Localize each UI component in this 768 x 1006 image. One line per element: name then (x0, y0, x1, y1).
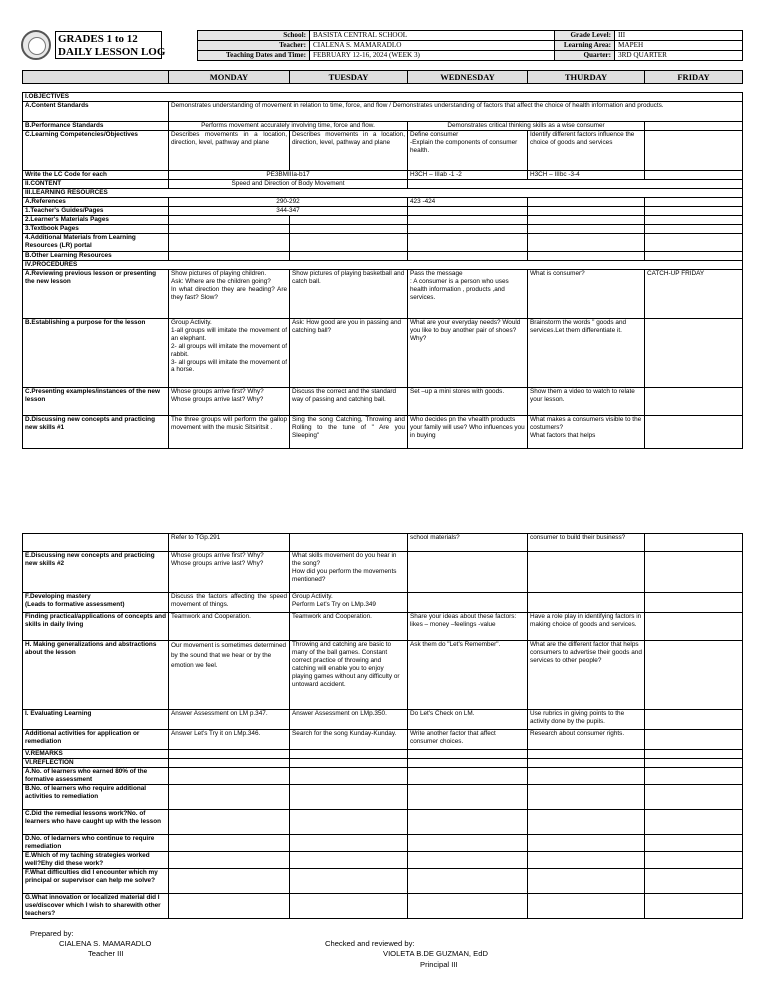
purpose-tue: Ask: How good are you in passing and catching ball? (290, 319, 408, 388)
empty-cell (169, 785, 290, 810)
performance-2: Demonstrates critical thinking skills as a wise consumer (408, 122, 645, 131)
empty-cell (645, 710, 743, 730)
teacher-title: Teacher III (88, 949, 124, 958)
lc-label: Write the LC Code for each (23, 171, 169, 180)
mastery-tue: Group Activity. Perform Let's Try on LMp.349 (290, 593, 408, 613)
empty-cell (408, 216, 528, 225)
review-mon: Show pictures of playing children. Ask: Where are the children going? In what direction they are heading? Are they fast? Slow? (169, 270, 290, 319)
tg-montue: 344-347 (169, 207, 408, 216)
empty-cell (528, 768, 645, 785)
lc-montue: PE3BMIIIa-b17 (169, 171, 408, 180)
other-label: B.Other Learning Resources (23, 252, 169, 261)
empty-cell (645, 613, 743, 641)
content-standards-label: A.Content Standards (23, 102, 169, 122)
empty-cell (528, 198, 645, 207)
empty-cell (290, 785, 408, 810)
review-tue: Show pictures of playing basketball and catch ball. (290, 270, 408, 319)
empty-cell (169, 216, 290, 225)
empty-cell (290, 768, 408, 785)
school-label: School: (198, 31, 310, 41)
purpose-label: B.Establishing a purpose for the lesson (23, 319, 169, 388)
comp-tue: Describes movements in a location, direction, level, pathway and plane (290, 131, 408, 171)
general-wed: Ask them do "Let's Remember". (408, 641, 528, 710)
tb-label: 3.Textbook Pages (23, 225, 169, 234)
reflection-g: G.What innovation or localized material did I use/discover which I wish to sharewith other teachers? (23, 894, 169, 919)
logo-title (58, 33, 165, 59)
empty-cell (528, 225, 645, 234)
review-label: A.Reviewing previous lesson or presenting the new lesson (23, 270, 169, 319)
principal-title: Principal III (420, 960, 458, 969)
day-tuesday: TUESDAY (290, 71, 408, 84)
resources-heading: III.LEARNING RESOURCES (23, 189, 743, 198)
eval-mon: Answer Assessment on LM p.347. (169, 710, 290, 730)
mastery-mon: Discuss the factors affecting the speed movement of things. (169, 593, 290, 613)
empty-cell (528, 810, 645, 835)
purpose-mon: Group Activity. 1-all groups will imitate the movement of an elephant. 2- all groups will imitate the movement of rabbit. 3- all groups will imitate the movement of a horse. (169, 319, 290, 388)
empty-cell (169, 225, 290, 234)
empty-cell (290, 835, 408, 852)
eval-label: I. Evaluating Learning (23, 710, 169, 730)
school-value: BASISTA CENTRAL SCHOOL (310, 31, 555, 41)
area-label: Learning Area: (555, 41, 615, 51)
empty-cell (528, 593, 645, 613)
empty-cell (408, 810, 528, 835)
general-thu: What are the different factor that helps consumers to advertise their goods and services to other people? (528, 641, 645, 710)
examples-mon: Whose groups arrive first? Why? Whose groups arrive last? Why? (169, 388, 290, 416)
dates-label: Teaching Dates and Time: (198, 51, 310, 61)
empty-cell (290, 894, 408, 919)
empty-cell (408, 852, 528, 869)
empty-cell (408, 894, 528, 919)
empty-cell (408, 207, 528, 216)
ref-montue: 290-292 (169, 198, 408, 207)
eval-thu: Use rubrics in giving points to the activity done by the pupils. (528, 710, 645, 730)
empty-cell (645, 894, 743, 919)
objectives-heading: I.OBJECTIVES (23, 93, 743, 102)
empty-cell (645, 641, 743, 710)
empty-cell (408, 785, 528, 810)
examples-wed: Set –up a mini stores with goods. (408, 388, 528, 416)
empty-cell (645, 388, 743, 416)
content-standards: Demonstrates understanding of movement in relation to time, force, and flow / Demonstrates understanding of factors that affect the choice of health information and products. (169, 102, 743, 122)
review-fri: CATCH-UP FRIDAY (645, 270, 743, 319)
empty-cell (408, 759, 528, 768)
empty-cell (23, 534, 169, 552)
empty-cell (645, 225, 743, 234)
empty-cell (645, 252, 743, 261)
procedures-heading: IV.PROCEDURES (23, 261, 743, 270)
lr-label: 4.Additional Materials from Learning Resources (LR) portal (23, 234, 169, 252)
empty-cell (528, 869, 645, 894)
quarter-label: Quarter: (555, 51, 615, 61)
comp-wed: Define consumer -Explain the components of consumer health. (408, 131, 528, 171)
empty-cell (645, 593, 743, 613)
eval-tue: Answer Assessment on LMp.350. (290, 710, 408, 730)
empty-cell (408, 225, 528, 234)
general-mon: Our movement is sometimes determined by the sound that we hear or by the emotion we feel. (169, 641, 290, 710)
empty-cell (290, 852, 408, 869)
reflection-label: VI.REFLECTION (23, 759, 169, 768)
discuss2-label: E.Discussing new concepts and practicing new skills #2 (23, 552, 169, 593)
empty-cell (645, 216, 743, 225)
cont-wed: school materials? (408, 534, 528, 552)
teacher-name: CIALENA S. MAMARADLO (59, 939, 152, 948)
quarter-value: 3RD QUARTER (615, 51, 743, 61)
logo-line2: DAILY LESSON LOG (58, 46, 166, 58)
empty-cell (169, 852, 290, 869)
empty-cell (528, 750, 645, 759)
empty-cell (169, 750, 290, 759)
practical-label: Finding practical/applications of concepts and skills in daily living (23, 613, 169, 641)
discuss1-tue: Sing the song Catching, Throwing and Rolling to the tune of " Are you Sleeping" (290, 416, 408, 449)
ref-wed: 423 -424 (408, 198, 528, 207)
competencies-label: C.Learning Competencies/Objectives (23, 131, 169, 171)
empty-cell (645, 730, 743, 750)
content-value: Speed and Direction of Body Movement (169, 180, 408, 189)
eval-wed: Do Let's Check on LM. (408, 710, 528, 730)
empty-cell (408, 593, 528, 613)
empty-cell (408, 234, 528, 252)
empty-cell (528, 216, 645, 225)
empty-cell (528, 835, 645, 852)
empty-cell (645, 534, 743, 552)
practical-thu: Have a role play in identifying factors in making choice of goods and services. (528, 613, 645, 641)
empty-cell (408, 869, 528, 894)
reflection-a: A.No. of learners who earned 80% of the formative assessment (23, 768, 169, 785)
empty-cell (408, 835, 528, 852)
empty-cell (645, 869, 743, 894)
empty-cell (528, 852, 645, 869)
empty-cell (645, 750, 743, 759)
lc-thu: H3CH – IIIbc -3-4 (528, 171, 645, 180)
reflection-d: D.No. of ledarners who continue to require remediation (23, 835, 169, 852)
lesson-table-bottom (22, 533, 743, 919)
empty-cell (645, 319, 743, 388)
practical-mon: Teamwork and Cooperation. (169, 613, 290, 641)
checked-by-label: Checked and reviewed by: (325, 939, 415, 948)
day-friday: FRIDAY (645, 71, 743, 84)
teacher-value: CIALENA S. MAMARADLO (310, 41, 555, 51)
dates-value: FEBRUARY 12-16, 2024 (WEEK 3) (310, 51, 555, 61)
empty-cell (645, 552, 743, 593)
additional-tue: Search for the song Kunday-Kunday. (290, 730, 408, 750)
empty-cell (528, 894, 645, 919)
days-blank (23, 71, 169, 84)
grade-label: Grade Level: (555, 31, 615, 41)
empty-cell (169, 234, 290, 252)
review-wed: Pass the message : A consumer is a person who uses health information , products ,and services. (408, 270, 528, 319)
practical-wed: Share your ideas about these factors: likes – money –feelings -value (408, 613, 528, 641)
logo-line1: GRADES 1 to 12 (58, 33, 138, 45)
content-label: II.CONTENT (23, 180, 169, 189)
empty-cell (528, 252, 645, 261)
general-tue: Throwing and catching are basic to many of the ball games. Constant correct practice of throwing and catching will enable you to enjoy playing games without any difficulty or untoward accident. (290, 641, 408, 710)
empty-cell (290, 750, 408, 759)
empty-cell (645, 835, 743, 852)
empty-cell (169, 894, 290, 919)
day-wednesday: WEDNESDAY (408, 71, 528, 84)
review-thu: What is consumer? (528, 270, 645, 319)
discuss1-mon: The three groups will perform the gallop movement with the music Sitsiritsit . (169, 416, 290, 449)
additional-mon: Answer Let's Try it on LMp.346. (169, 730, 290, 750)
lc-wed: H3CH – IIIab -1 -2 (408, 171, 528, 180)
empty-cell (645, 852, 743, 869)
empty-cell (290, 252, 408, 261)
empty-cell (408, 750, 528, 759)
lesson-table-top (22, 92, 743, 449)
prepared-by-label: Prepared by: (30, 929, 74, 938)
comp-mon: Describes movements in a location, direction, level, pathway and plane (169, 131, 290, 171)
discuss1-thu: What makes a consumers visible to the costumers? What factors that helps (528, 416, 645, 449)
teacher-label: Teacher: (198, 41, 310, 51)
comp-thu: Identify different factors influence the choice of goods and services (528, 131, 645, 171)
discuss2-mon: Whose groups arrive first? Why? Whose groups arrive last? Why? (169, 552, 290, 593)
empty-cell (290, 810, 408, 835)
day-monday: MONDAY (169, 71, 290, 84)
empty-cell (169, 869, 290, 894)
reflection-c: C.Did the remedial lessons work?No. of learners who have caught up with the lesson (23, 810, 169, 835)
empty-cell (528, 552, 645, 593)
discuss1-label: D.Discussing new concepts and practicing new skills #1 (23, 416, 169, 449)
reflection-f: F.What difficulties did I encounter which my principal or supervisor can help me solve? (23, 869, 169, 894)
cont-thu: consumer to build their business? (528, 534, 645, 552)
discuss2-tue: What skills movement do you hear in the song? How did you perform the movements mentioned? (290, 552, 408, 593)
principal-name: VIOLETA B.DE GUZMAN, EdD (383, 949, 488, 958)
days-header (22, 70, 743, 84)
examples-thu: Show them a video to watch to relate your lesson. (528, 388, 645, 416)
empty-cell (408, 180, 743, 189)
empty-cell (408, 252, 528, 261)
empty-cell (290, 759, 408, 768)
empty-cell (169, 768, 290, 785)
reflection-e: E.Which of my taching strategies worked well?Ehy did these work? (23, 852, 169, 869)
empty-cell (528, 759, 645, 768)
empty-cell (645, 759, 743, 768)
additional-thu: Research about consumer rights. (528, 730, 645, 750)
empty-cell (528, 785, 645, 810)
discuss1-wed: Who decides pn the vhealth products your family will use? Who influences you in buying (408, 416, 528, 449)
examples-label: C.Presenting examples/instances of the new lesson (23, 388, 169, 416)
empty-cell (645, 171, 743, 180)
empty-cell (645, 131, 743, 171)
additional-wed: Write another factor that affect consumer choices. (408, 730, 528, 750)
empty-cell (290, 234, 408, 252)
additional-label: Additional activities for application or remediation (23, 730, 169, 750)
empty-cell (169, 252, 290, 261)
empty-cell (528, 234, 645, 252)
area-value: MAPEH (615, 41, 743, 51)
empty-cell (169, 759, 290, 768)
purpose-thu: Brainstorm the words " goods and services.Let them differentiate it. (528, 319, 645, 388)
empty-cell (408, 552, 528, 593)
empty-cell (290, 216, 408, 225)
practical-tue: Teamwork and Cooperation. (290, 613, 408, 641)
empty-cell (290, 534, 408, 552)
mastery-label: F.Developing mastery (Leads to formative assessment) (23, 593, 169, 613)
empty-cell (645, 768, 743, 785)
empty-cell (528, 207, 645, 216)
purpose-wed: What are your everyday needs? Would you like to buy another pair of shoes? Why? (408, 319, 528, 388)
header-info-table (197, 30, 743, 61)
performance-label: B.Performance Standards (23, 122, 169, 131)
day-thursday: THURDAY (528, 71, 645, 84)
empty-cell (645, 198, 743, 207)
general-label: H. Making generalizations and abstractions about the lesson (23, 641, 169, 710)
remarks-label: V.REMARKS (23, 750, 169, 759)
empty-cell (645, 207, 743, 216)
reflection-b: B.No. of learners who require additional activities to remediation (23, 785, 169, 810)
deped-seal-icon (21, 30, 51, 60)
empty-cell (290, 225, 408, 234)
references-label: A.References (23, 198, 169, 207)
lm-label: 2.Learner's Materials Pages (23, 216, 169, 225)
tg-label: 1.Teacher's Guides/Pages (23, 207, 169, 216)
cont-mon: Refer to TGp.291 (169, 534, 290, 552)
empty-cell (645, 810, 743, 835)
empty-cell (645, 234, 743, 252)
empty-cell (645, 122, 743, 131)
empty-cell (169, 835, 290, 852)
empty-cell (645, 416, 743, 449)
empty-cell (169, 810, 290, 835)
empty-cell (408, 768, 528, 785)
empty-cell (645, 785, 743, 810)
performance-1: Performs movement accurately involving time, force and flow. (169, 122, 408, 131)
empty-cell (290, 869, 408, 894)
grade-value: III (615, 31, 743, 41)
examples-tue: Discuss the correct and the standard way of passing and catching ball. (290, 388, 408, 416)
